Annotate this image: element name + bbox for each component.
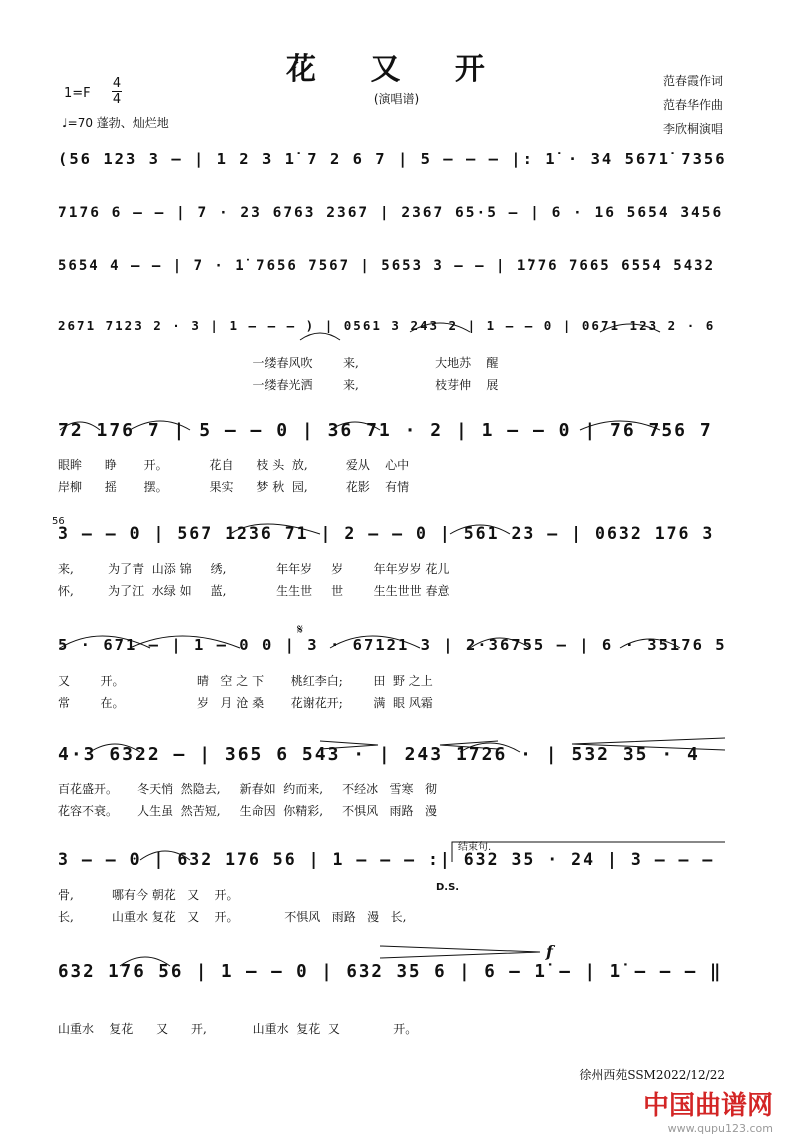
footer-signature: 徐州西苑SSM2022/12/22 bbox=[579, 1068, 725, 1082]
notation-line: 3 – – 0 | 632 176 56 | 1 – – – :| 632 35 · 24 | 3 – – – bbox=[58, 850, 715, 869]
singer-credit: 李欣桐演唱 bbox=[662, 122, 723, 136]
lyric-line-2: 一缕春光洒 来, 枝芽伸 展 bbox=[58, 378, 499, 392]
notation-line: 5654 4 – – | 7 · 1̇ 7656 7567 | 5653 3 – – | 1̇776 7665 6554 5432 bbox=[58, 258, 716, 274]
notation-line: 632 176 56 | 1 – – 0 | 632 35 6 | 6 – 1̇ – | 1̇ – – – ‖ bbox=[58, 962, 723, 982]
notation-line: 72 176 7 | 5 – – 0 | 36 71 · 2 | 1 – – 0 | 76 756 7 bbox=[58, 420, 713, 441]
lyric-line-2: 花容不衰。 人生虽 然苦短, 生命因 你精彩, 不惧风 雨路 漫 bbox=[58, 804, 437, 818]
watermark-logo bbox=[643, 1085, 773, 1135]
lyric-line-1: 骨, 哪有今 朝花 又 开。 bbox=[58, 888, 239, 902]
slur bbox=[450, 525, 510, 534]
lyric-line-1: 一缕春风吹 来, 大地苏 醒 bbox=[58, 356, 499, 370]
ending-label: 结束句. bbox=[458, 842, 492, 853]
slur bbox=[410, 323, 470, 332]
slur bbox=[470, 638, 530, 648]
time-bottom: 4 bbox=[112, 92, 122, 107]
slur bbox=[460, 743, 520, 752]
crescendo-hairpin-2 bbox=[572, 738, 725, 750]
slur bbox=[60, 636, 150, 648]
notation-line: 2671 7123 2 · 3 | 1 – – – ) | 0561 3 243 2 | 1 – – 0 | 0671 123 2 · 6 bbox=[58, 318, 716, 333]
slur bbox=[60, 422, 100, 430]
notation-line: 3 – – 0 | 567 1236 71 | 2 – – 0 | 561 23 – | 0632 176 3 bbox=[58, 524, 715, 543]
subtitle: (演唱谱) bbox=[373, 92, 420, 106]
watermark-name: 中国曲谱网 bbox=[642, 1091, 773, 1121]
lyric-line-2: 岸柳 摇 摆。 果实 梦 秋 园, 花影 有情 bbox=[58, 480, 410, 494]
decrescendo-hairpin bbox=[320, 741, 378, 749]
slur bbox=[120, 957, 170, 966]
lyric-line-2: 长, 山重水 复花 又 开。 不惧风 雨路 漫 长, bbox=[58, 910, 407, 924]
slur bbox=[130, 421, 190, 430]
ending-bracket bbox=[452, 842, 725, 862]
lyric-line-2: 怀, 为了江 水绿 如 蓝, 生生世 世 生生世世 春意 bbox=[58, 584, 450, 598]
slur bbox=[330, 422, 380, 430]
lyric-line-1: 百花盛开。 冬天悄 然隐去, 新春如 约而来, 不经冰 雪寒 彻 bbox=[58, 782, 437, 796]
tempo-marking: ♩=70 蓬勃、灿烂地 bbox=[62, 116, 169, 130]
lyric-line-2: 常 在。 岁 月 沧 桑 花谢花开; 满 眼 风霜 bbox=[58, 696, 433, 710]
slur bbox=[140, 851, 190, 860]
slur bbox=[330, 636, 420, 648]
slur bbox=[90, 744, 140, 752]
lyric-line-1: 眼眸 睁 开。 花自 枝 头 放, 爱从 心中 bbox=[58, 458, 410, 472]
lyric-line-1: 来, 为了青 山添 锦 绣, 年年岁 岁 年年岁岁 花儿 bbox=[58, 562, 450, 576]
notation-line: 4·3 6322 – | 365 6 543 · | 243 1726 · | 532 35 · 4 bbox=[58, 744, 700, 765]
song-title: 花 又 开 bbox=[286, 52, 507, 87]
segno-mark: 𝄋 bbox=[297, 622, 304, 638]
lyric-line-2: 山重水 复花 又 开, 山重水 复花 又 开。 bbox=[58, 1022, 418, 1036]
slur bbox=[600, 324, 660, 332]
notation-line: (56 123 3 – | 1 2 3 1̇ 7 2 6 7 | 5 – – – |: 1̇ · 34 5671̇ 7356 bbox=[58, 150, 727, 168]
key-label: 1=F bbox=[64, 86, 91, 101]
lyric-line-1: 又 开。 晴 空 之 下 桃红李白; 田 野 之上 bbox=[58, 674, 433, 688]
notation-line: 7176 6 – – | 7 · 23 6763 2367 | 2367 65·5 – | 6 · 16 5654 3456 bbox=[58, 205, 724, 221]
grace-note: 56 bbox=[52, 516, 65, 527]
notation-line: 5 · 671 – | 1 – 0 0 | 3 · 67121 3 | 2·36755 – | 6 · 35176 5 bbox=[58, 636, 727, 654]
slur bbox=[620, 639, 680, 648]
slur bbox=[300, 333, 340, 340]
lyricist-credit: 范春霞作词 bbox=[662, 74, 723, 88]
time-top: 4 bbox=[112, 76, 122, 91]
forte-mark: f bbox=[546, 942, 553, 961]
ds-mark: D.S. bbox=[436, 882, 460, 893]
slur bbox=[230, 524, 320, 534]
composer-credit: 范春华作曲 bbox=[662, 98, 723, 112]
watermark-url: www.qupu123.com bbox=[667, 1122, 773, 1135]
decrescendo-hairpin-2 bbox=[380, 946, 540, 958]
slur bbox=[580, 421, 660, 430]
